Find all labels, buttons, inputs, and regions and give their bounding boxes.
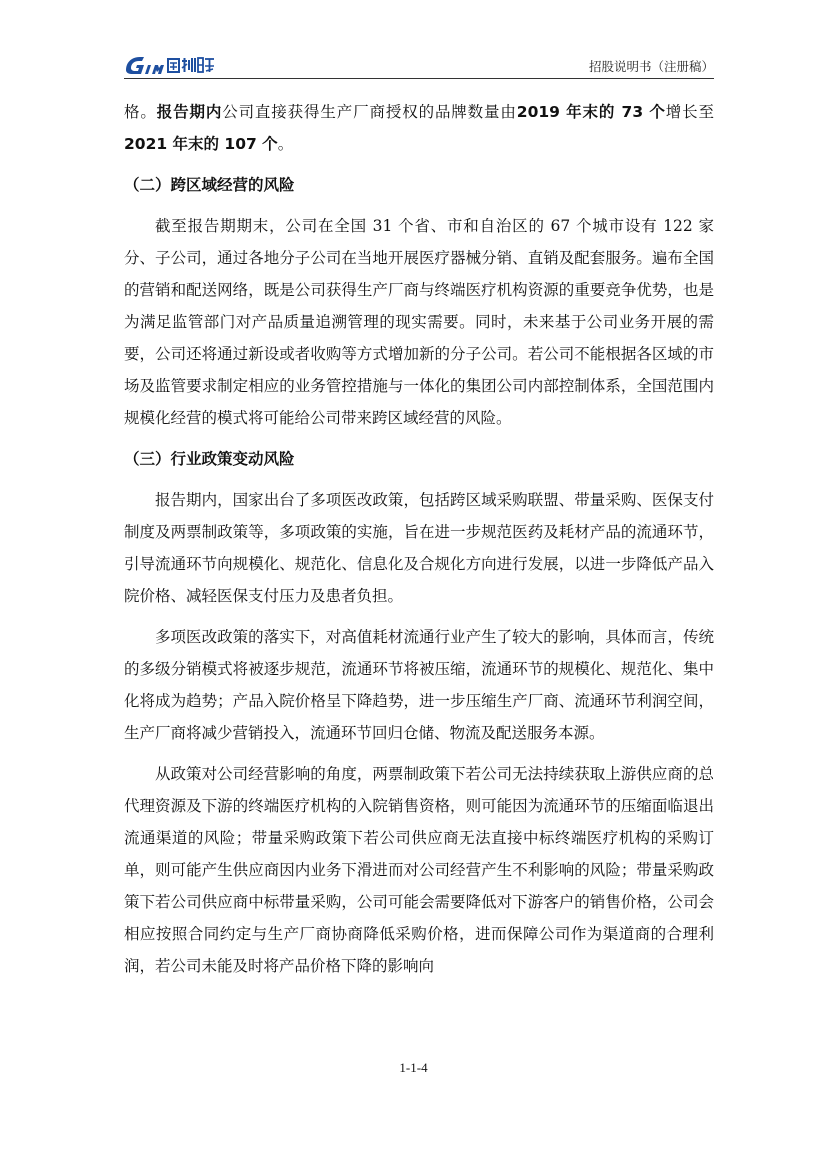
- intro-prefix: 格。: [124, 103, 157, 121]
- intro-suffix: 。: [277, 135, 294, 153]
- page-header: [124, 52, 714, 79]
- intro-bold-2021: 2021 年末的 107 个: [124, 135, 278, 153]
- policy-paragraph-1: 报告期内，国家出台了多项医改政策，包括跨区域采购联盟、带量采购、医保支付制度及两票制政策等，多项政策的实施，旨在进一步规范医药及耗材产品的流通环节，引导流通环节向规模化、规范化、信息化及合规化方向进行发展，以进一步降低产品入院价格、减轻医保支付压力及患者负担。: [124, 491, 714, 605]
- section-heading-policy-risk: （三）行业政策变动风险: [124, 450, 295, 468]
- intro-bold-period: 报告期内: [156, 103, 223, 121]
- intro-paragraph: [124, 96, 714, 160]
- policy-paragraph-3: 从政策对公司经营影响的角度，两票制政策下若公司无法持续获取上游供应商的总代理资源及下游的终端医疗机构的入院销售资格，则可能因为流通环节的压缩面临退出流通渠道的风险；带量采购政策下若公司供应商无法直接中标终端医疗机构的采购订单，则可能产生供应商因内业务下滑进而对公司经营产生不利影响的风险；带量采购政策下若公司供应商中标带量采购，公司可能会需要降低对下游客户的销售价格，公司会相应按照合同约定与生产厂商协商降低采购价格，进而保障公司作为渠道商的合理利润，若公司未能及时将产品价格下降的影响向: [124, 765, 714, 975]
- section-heading-cross-region: （二）跨区域经营的风险: [124, 176, 295, 194]
- document-title: 招股说明书（注册稿）: [588, 59, 714, 74]
- intro-text-2: 增长至: [665, 103, 714, 121]
- intro-text-1: 公司直接获得生产厂商授权的品牌数量由: [222, 103, 517, 121]
- policy-paragraph-2: 多项医改政策的落实下，对高值耗材流通行业产生了较大的影响，具体而言，传统的多级分销模式将被逐步规范，流通环节将被压缩，流通环节的规模化、规范化、集中化将成为趋势；产品入院价格呈下降趋势，进一步压缩生产厂商、流通环节利润空间，生产厂商将减少营销投入，流通环节回归仓储、物流及配送服务本源。: [124, 628, 714, 742]
- page-body: [124, 96, 714, 982]
- intro-bold-2019: 2019 年末的 73 个: [516, 103, 666, 121]
- company-logo: [124, 54, 216, 76]
- cross-region-paragraph: 截至报告期期末，公司在全国 31 个省、市和自治区的 67 个城市设有 122 家分、子公司，通过各地分子公司在当地开展医疗器械分销、直销及配套服务。遍布全国的营销和配送网络，既是公司获得生产厂商与终端医疗机构资源的重要竞争优势，也是为满足监管部门对产品质量追溯管理的现实需要。同时，未来基于公司业务开展的需要，公司还将通过新设或者收购等方式增加新的分子公司。若公司不能根据各区域的市场及监管要求制定相应的业务管控措施与一体化的集团公司内部控制体系，全国范围内规模化经营的模式将可能给公司带来跨区域经营的风险。: [124, 217, 714, 427]
- page-number: 1-1-4: [399, 1060, 428, 1075]
